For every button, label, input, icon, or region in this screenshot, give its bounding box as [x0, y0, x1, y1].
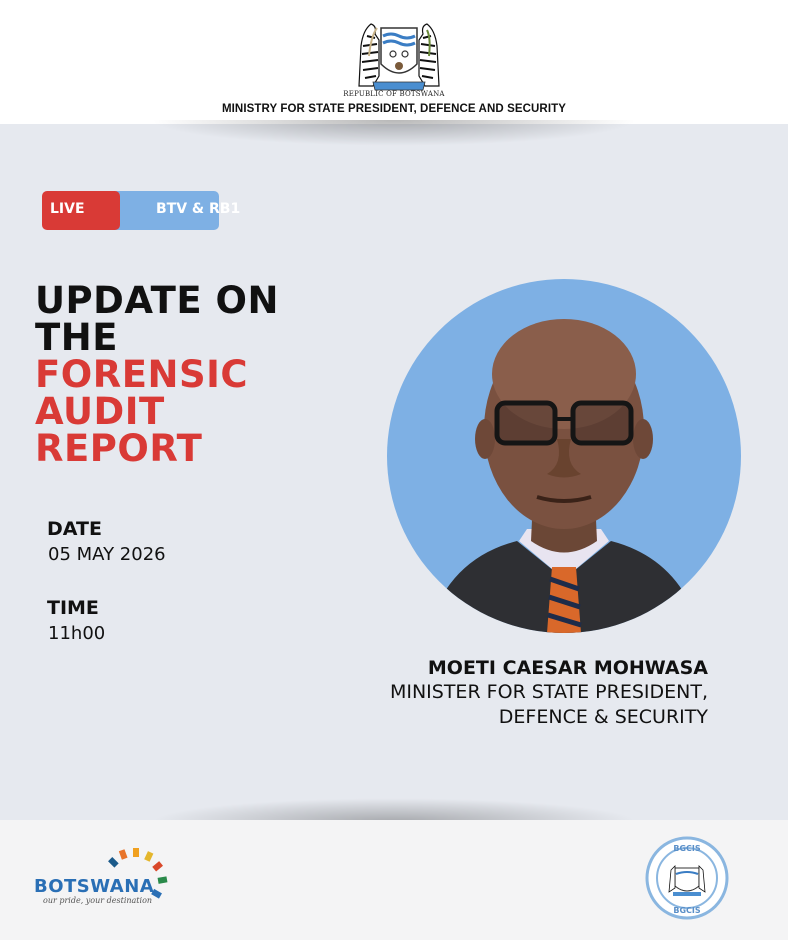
header	[0, 0, 788, 124]
live-badge	[42, 191, 241, 230]
headline-line-4: AUDIT	[35, 390, 165, 433]
speaker-name: MOETI CAESAR MOHWASA	[427, 657, 708, 679]
headline-line-5: REPORT	[35, 427, 203, 470]
speaker-photo-icon	[387, 279, 741, 633]
channels-box	[104, 191, 241, 230]
headline	[35, 279, 279, 470]
bgcis-seal-icon	[645, 836, 729, 920]
seal-text-top: BGCIS	[673, 844, 701, 853]
footer-divider-shadow	[150, 798, 638, 822]
speaker-title-line-1: MINISTER FOR STATE PRESIDENT,	[389, 681, 708, 703]
speaker-credit	[390, 656, 708, 730]
ministry-title: MINISTRY FOR STATE PRESIDENT, DEFENCE AND SECURITY	[221, 103, 567, 115]
seal-text-bottom: BGCIS	[673, 906, 701, 915]
speaker-title-line-2: DEFENCE & SECURITY	[498, 706, 708, 728]
coat-of-arms-icon	[351, 16, 447, 94]
speaker-portrait	[387, 279, 741, 633]
live-label: LIVE	[50, 201, 85, 217]
botswana-wordmark: BOTSWANA	[34, 876, 155, 897]
republic-label: REPUBLIC OF BOTSWANA	[343, 90, 445, 98]
date-label: DATE	[47, 518, 102, 540]
time-value: 11h00	[48, 623, 106, 644]
headline-line-2: THE	[35, 316, 118, 359]
headline-line-1: UPDATE ON	[35, 279, 279, 322]
botswana-tagline: our pride, your destination	[43, 896, 153, 905]
header-divider-shadow	[150, 120, 638, 146]
time-label: TIME	[47, 597, 99, 619]
channels-label: BTV & RB1	[156, 201, 241, 217]
date-value: 05 MAY 2026	[48, 544, 166, 565]
live-label-box	[42, 191, 120, 230]
headline-line-3: FORENSIC	[35, 353, 249, 396]
